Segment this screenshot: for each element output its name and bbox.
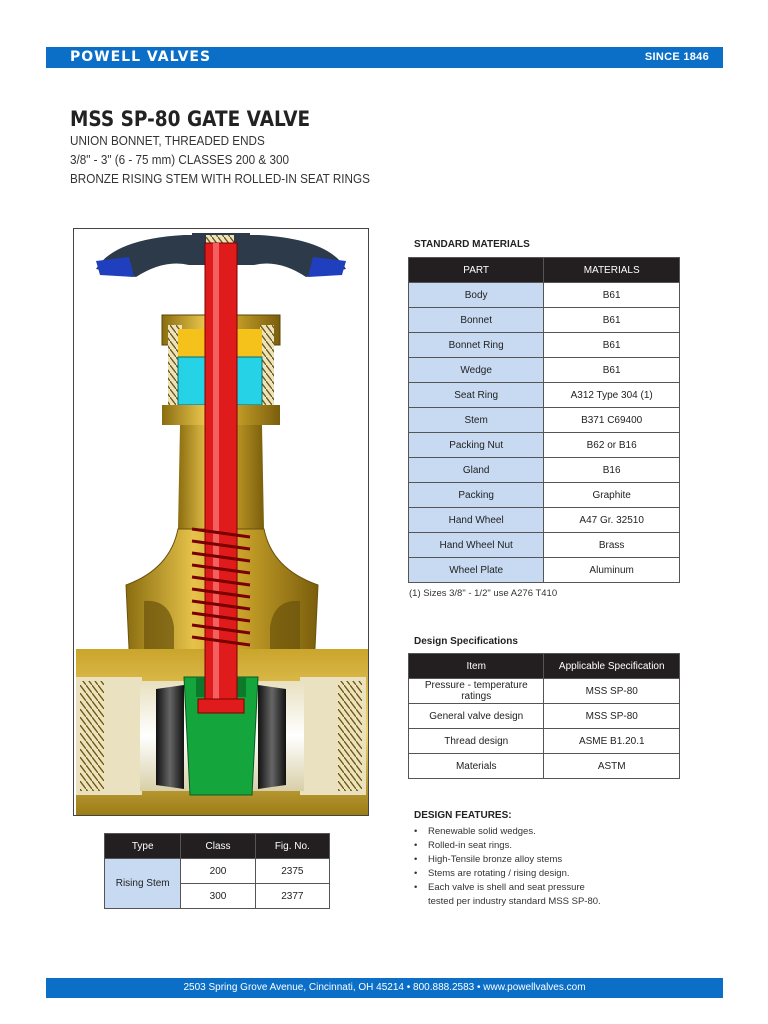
list-item: • Rolled-in seat rings. <box>414 840 512 851</box>
feature-text: Stems are rotating / rising design. <box>428 868 570 879</box>
list-item <box>414 895 601 909</box>
material-cell: B16 <box>544 458 680 483</box>
table-row <box>409 283 680 308</box>
part-cell: Body <box>409 283 544 308</box>
design-specifications-table <box>408 653 680 779</box>
part-cell: Bonnet <box>409 308 544 333</box>
class-cell: 300 <box>181 884 255 909</box>
since-label: SINCE 1846 <box>644 51 709 63</box>
material-cell: B371 C69400 <box>544 408 680 433</box>
list-item: • Renewable solid wedges. <box>414 826 536 837</box>
valve-cross-section-image <box>73 228 369 816</box>
table-row <box>409 704 680 729</box>
class-header: Class <box>181 834 255 859</box>
list-item: • Stems are rotating / rising design. <box>414 868 570 879</box>
table-row <box>409 333 680 358</box>
material-cell: Graphite <box>544 483 680 508</box>
spec-cell: ASTM <box>544 754 680 779</box>
header-bar <box>46 47 723 68</box>
table-row <box>409 458 680 483</box>
feature-text: High-Tensile bronze alloy stems <box>428 854 563 865</box>
table-row <box>409 754 680 779</box>
subtitle-3: BRONZE RISING STEM WITH ROLLED-IN SEAT RINGS <box>70 171 370 186</box>
design-features-list <box>414 825 601 909</box>
part-cell: Seat Ring <box>409 383 544 408</box>
subtitle-1: UNION BONNET, THREADED ENDS <box>70 133 265 148</box>
material-cell: A47 Gr. 32510 <box>544 508 680 533</box>
item-header: Item <box>409 654 544 679</box>
part-cell: Wheel Plate <box>409 558 544 583</box>
table-row <box>409 383 680 408</box>
valve-illustration <box>74 229 368 815</box>
footer-bar <box>46 978 723 998</box>
footer-contact: 2503 Spring Grove Avenue, Cincinnati, OH 45214 • 800.888.2583 • www.powellvalves.com <box>183 982 586 993</box>
part-cell: Packing Nut <box>409 433 544 458</box>
page-title: MSS SP-80 GATE VALVE <box>70 107 311 131</box>
table-row <box>409 308 680 333</box>
fig-no-header: Fig. No. <box>255 834 329 859</box>
item-cell: Materials <box>409 754 544 779</box>
brand-logo: POWELL VALVES <box>70 49 212 65</box>
part-cell: Wedge <box>409 358 544 383</box>
fig-no-cell: 2377 <box>255 884 329 909</box>
table-row <box>409 508 680 533</box>
part-cell: Bonnet Ring <box>409 333 544 358</box>
table-row <box>409 433 680 458</box>
table-row <box>409 358 680 383</box>
material-cell: Aluminum <box>544 558 680 583</box>
material-cell: B62 or B16 <box>544 433 680 458</box>
standard-materials-title: STANDARD MATERIALS <box>414 239 530 250</box>
table-row <box>409 483 680 508</box>
table-row <box>409 679 680 704</box>
materials-header: MATERIALS <box>544 258 680 283</box>
part-cell: Gland <box>409 458 544 483</box>
spec-cell: MSS SP-80 <box>544 679 680 704</box>
item-cell: Pressure - temperature ratings <box>409 679 544 704</box>
material-cell: B61 <box>544 283 680 308</box>
list-item: • High-Tensile bronze alloy stems <box>414 854 563 865</box>
material-cell: A312 Type 304 (1) <box>544 383 680 408</box>
part-cell: Hand Wheel Nut <box>409 533 544 558</box>
material-cell: B61 <box>544 333 680 358</box>
table-row <box>409 729 680 754</box>
material-cell: Brass <box>544 533 680 558</box>
spec-cell: MSS SP-80 <box>544 704 680 729</box>
feature-text: tested per industry standard MSS SP-80. <box>428 896 601 907</box>
spec-cell: ASME B1.20.1 <box>544 729 680 754</box>
subtitle-2: 3/8" - 3" (6 - 75 mm) CLASSES 200 & 300 <box>70 152 290 167</box>
material-cell: B61 <box>544 308 680 333</box>
list-item: • Each valve is shell and seat pressure <box>414 882 585 893</box>
part-cell: Packing <box>409 483 544 508</box>
materials-footnote: (1) Sizes 3/8" - 1/2" use A276 T410 <box>409 588 558 599</box>
feature-text: Each valve is shell and seat pressure <box>428 882 585 893</box>
design-specifications-title: Design Specifications <box>414 636 518 647</box>
material-cell: B61 <box>544 358 680 383</box>
table-row <box>409 558 680 583</box>
feature-text: Renewable solid wedges. <box>428 826 536 837</box>
table-row <box>409 408 680 433</box>
part-header: PART <box>409 258 544 283</box>
item-cell: General valve design <box>409 704 544 729</box>
type-cell: Rising Stem <box>105 859 181 909</box>
feature-text: Rolled-in seat rings. <box>428 840 512 851</box>
type-class-table <box>104 833 330 909</box>
standard-materials-table <box>408 257 680 583</box>
type-header: Type <box>105 834 181 859</box>
design-features-title: DESIGN FEATURES: <box>414 810 512 821</box>
class-cell: 200 <box>181 859 255 884</box>
part-cell: Stem <box>409 408 544 433</box>
specification-header: Applicable Specification <box>544 654 680 679</box>
item-cell: Thread design <box>409 729 544 754</box>
fig-no-cell: 2375 <box>255 859 329 884</box>
table-row <box>409 533 680 558</box>
part-cell: Hand Wheel <box>409 508 544 533</box>
